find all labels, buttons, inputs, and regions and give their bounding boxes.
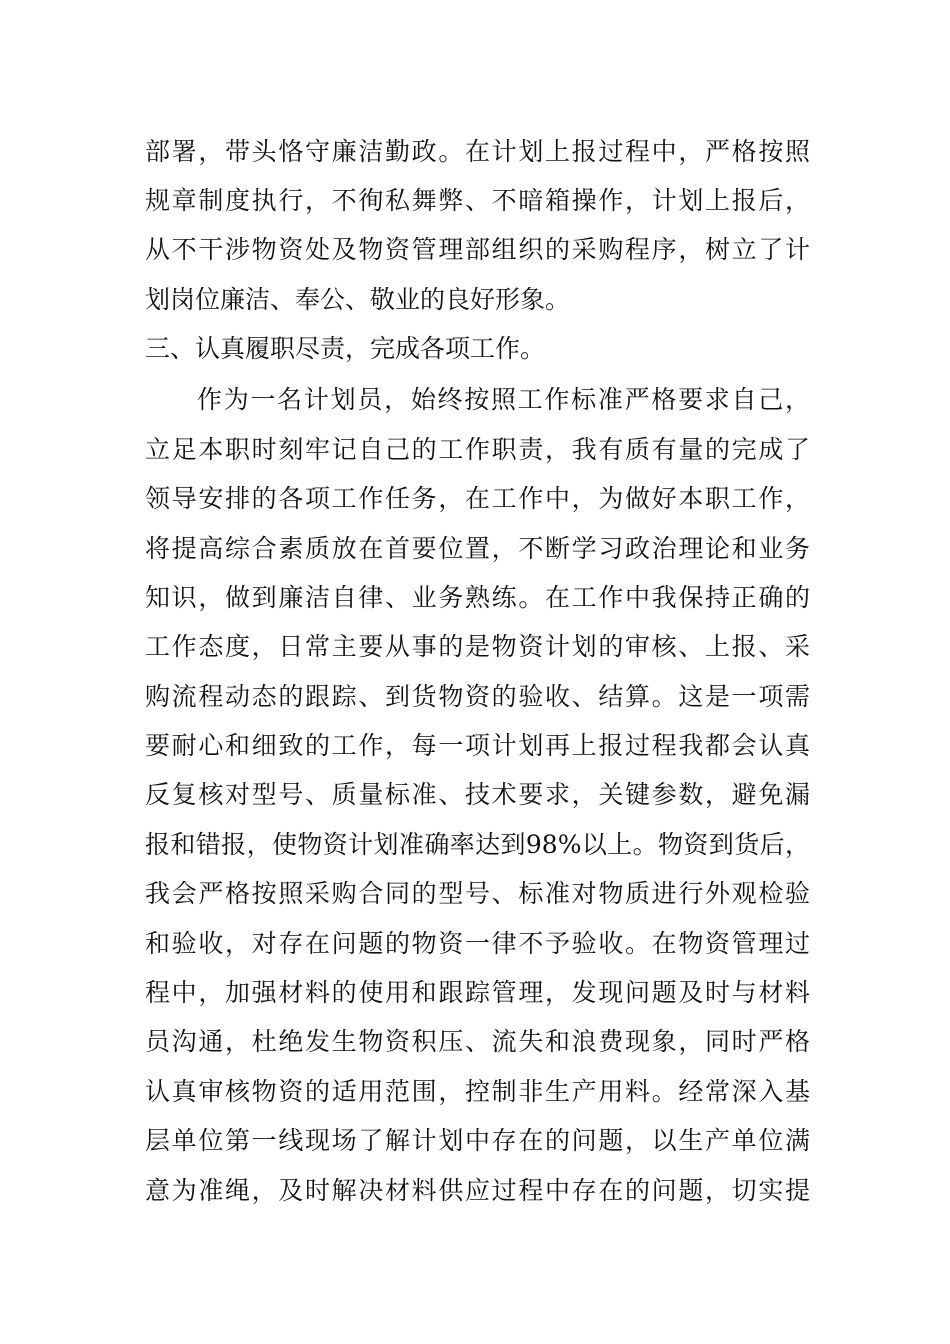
text-line: 立足本职时刻牢记自己的工作职责，我有质有量的完成了 (145, 435, 810, 464)
text-line: 意为准绳，及时解决材料供应过程中存在的问题，切实提 (145, 1176, 810, 1205)
text-line: 将提高综合素质放在首要位置，不断学习政治理论和业务 (145, 534, 810, 563)
text-line: 购流程动态的跟踪、到货物资的验收、结算。这是一项需 (145, 682, 810, 711)
text-line: 划岗位廉洁、奉公、敬业的良好形象。 (145, 285, 571, 314)
text-line: 工作态度，日常主要从事的是物资计划的审核、上报、采 (145, 632, 810, 661)
text-line: 和验收，对存在问题的物资一律不予验收。在物资管理过 (145, 929, 810, 958)
text-line: 我会严格按照采购合同的型号、标准对物质进行外观检验 (145, 879, 810, 908)
text-line: 从不干涉物资处及物资管理部组织的采购程序，树立了计 (145, 235, 810, 264)
text-line: 层单位第一线现场了解计划中存在的问题，以生产单位满 (145, 1126, 810, 1155)
text-line: 规章制度执行，不徇私舞弊、不暗箱操作，计划上报后， (145, 186, 810, 215)
text-line: 部署，带头恪守廉洁勤政。在计划上报过程中，严格按照 (145, 137, 810, 166)
text-line: 程中，加强材料的使用和跟踪管理，发现问题及时与材料 (145, 978, 810, 1007)
text-line: 报和错报，使物资计划准确率达到98%以上。物资到货后， (145, 830, 810, 859)
text-line: 认真审核物资的适用范围，控制非生产用料。经常深入基 (145, 1077, 810, 1106)
text-line: 员沟通，杜绝发生物资积压、流失和浪费现象，同时严格 (145, 1027, 810, 1056)
text-line: 知识，做到廉洁自律、业务熟练。在工作中我保持正确的 (145, 583, 810, 612)
paragraph-first-line: 作为一名计划员，始终按照工作标准严格要求自己， (197, 385, 810, 414)
text-line: 要耐心和细致的工作，每一项计划再上报过程我都会认真 (145, 731, 810, 760)
text-line: 反复核对型号、质量标准、技术要求，关键参数，避免漏 (145, 780, 810, 809)
section-heading: 三、认真履职尽责，完成各项工作。 (145, 334, 546, 363)
text-line: 领导安排的各项工作任务，在工作中，为做好本职工作， (145, 484, 810, 513)
